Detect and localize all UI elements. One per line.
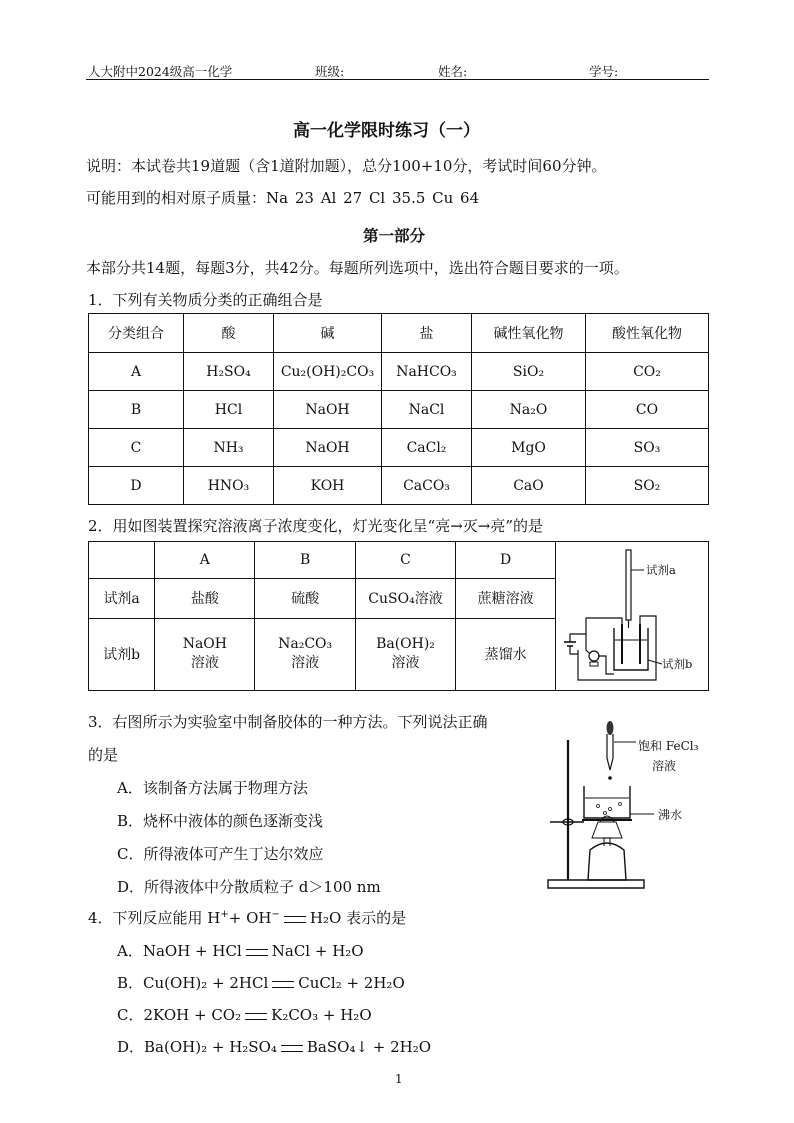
fecl3-label-line2: 溶液 bbox=[652, 759, 677, 773]
q1-table bbox=[88, 313, 709, 505]
q1-cell: CaO bbox=[472, 467, 586, 505]
q2-row-label: 试剂b bbox=[89, 618, 155, 691]
q4-stem: 4．下列反应能用 H++ OH− H₂O 表示的是 bbox=[88, 909, 407, 927]
q1-cell: HCl bbox=[184, 391, 274, 429]
q3-option-d[interactable]: D．所得液体中分散质粒子 d＞100 nm bbox=[117, 878, 381, 896]
q1-cell: H₂SO₄ bbox=[184, 353, 274, 391]
q2-table bbox=[88, 541, 709, 691]
q1-cell: SO₃ bbox=[586, 429, 709, 467]
q1-cell: B bbox=[89, 391, 184, 429]
dropper-icon bbox=[607, 734, 613, 770]
instructions: 说明：本试卷共19道题（含1道附加题），总分100+10分，考试时间60分钟。 bbox=[86, 157, 607, 175]
q1-cell: NaHCO₃ bbox=[382, 353, 472, 391]
conductivity-apparatus bbox=[556, 542, 708, 690]
q2-cell bbox=[255, 618, 355, 691]
q4-stem-pre: 4．下列反应能用 H bbox=[88, 909, 221, 927]
q2-option-header: D bbox=[456, 542, 556, 579]
q1-header-cell: 碱性氧化物 bbox=[472, 314, 586, 353]
q1-cell: C bbox=[89, 429, 184, 467]
q1-cell: D bbox=[89, 467, 184, 505]
q1-cell: SO₂ bbox=[586, 467, 709, 505]
q4-option-right: K₂CO₃ + H₂O bbox=[271, 1006, 372, 1024]
q1-header-cell: 盐 bbox=[382, 314, 472, 353]
q3-stem-line2: 的是 bbox=[88, 746, 119, 764]
q4-option-d[interactable] bbox=[117, 1036, 431, 1057]
q1-cell: CO₂ bbox=[586, 353, 709, 391]
q2-cell: 硫酸 bbox=[255, 579, 355, 618]
q4-option-left: Cu(OH)₂ + 2HCl bbox=[143, 974, 269, 992]
q1-cell: CaCl₂ bbox=[382, 429, 472, 467]
atomic-masses: 可能用到的相对原子质量：Na 23 Al 27 Cl 35.5 Cu 64 bbox=[86, 189, 480, 207]
q2-cell: CuSO₄溶液 bbox=[355, 579, 455, 618]
q2-cell-line: Ba(OH)₂ bbox=[376, 636, 435, 653]
q1-header-cell: 碱 bbox=[274, 314, 382, 353]
page-title: 高一化学限时练习（一） bbox=[293, 121, 480, 141]
alcohol-lamp-icon bbox=[588, 843, 626, 880]
q3-option-b[interactable]: B．烧杯中液体的颜色逐渐变浅 bbox=[117, 812, 324, 830]
header-number bbox=[589, 62, 676, 80]
name-label: 姓名: bbox=[438, 64, 468, 79]
q2-figure-cell bbox=[556, 542, 709, 691]
number-label: 学号: bbox=[589, 64, 619, 79]
bulb-icon bbox=[589, 651, 599, 661]
header-rule bbox=[86, 79, 709, 80]
q3-option-c[interactable]: C．所得液体可产生丁达尔效应 bbox=[117, 845, 324, 863]
q4-option-letter: B． bbox=[117, 974, 144, 992]
q1-cell: SiO₂ bbox=[472, 353, 586, 391]
class-label: 班级: bbox=[315, 64, 345, 79]
section-title: 第一部分 bbox=[363, 226, 426, 245]
boiling-water-label: 沸水 bbox=[658, 808, 683, 822]
colloid-apparatus bbox=[540, 714, 720, 892]
q2-option-header: B bbox=[255, 542, 355, 579]
page-number: 1 bbox=[395, 1072, 403, 1086]
q1-cell: Cu₂(OH)₂CO₃ bbox=[274, 353, 382, 391]
header-school: 人大附中2024级高一化学 bbox=[88, 64, 233, 79]
q3-stem-line1: 3．右图所示为实验室中制备胶体的一种方法。下列说法正确 bbox=[88, 713, 488, 731]
q1-cell: Na₂O bbox=[472, 391, 586, 429]
q1-cell: NaCl bbox=[382, 391, 472, 429]
q1-cell: NaOH bbox=[274, 429, 382, 467]
q2-cell-line: 溶液 bbox=[190, 655, 219, 672]
fecl3-label-line1: 饱和 FeCl₃ bbox=[638, 739, 699, 753]
q4-option-right: BaSO₄↓ + 2H₂O bbox=[306, 1038, 432, 1056]
q1-cell: KOH bbox=[274, 467, 382, 505]
q2-row-label: 试剂a bbox=[89, 579, 155, 618]
q1-stem: 1．下列有关物质分类的正确组合是 bbox=[88, 291, 323, 309]
q1-cell: CO bbox=[586, 391, 709, 429]
q1-header-cell: 酸性氧化物 bbox=[586, 314, 709, 353]
q1-cell: A bbox=[89, 353, 184, 391]
q1-cell: NH₃ bbox=[184, 429, 274, 467]
q4-option-left: NaOH + HCl bbox=[142, 942, 242, 960]
q4-option-c[interactable] bbox=[117, 1004, 372, 1025]
q1-header-cell: 酸 bbox=[184, 314, 274, 353]
reagent-b-figure-label: 试剂b bbox=[662, 657, 693, 671]
q2-cell-line: 蒸馏水 bbox=[484, 647, 527, 664]
dropper-bulb-icon bbox=[607, 721, 614, 735]
q1-cell: NaOH bbox=[274, 391, 382, 429]
q2-cell-line: NaOH bbox=[182, 636, 227, 653]
q2-cell: 盐酸 bbox=[155, 579, 255, 618]
q4-option-right: NaCl + H₂O bbox=[271, 942, 364, 960]
q1-cell: CaCO₃ bbox=[382, 467, 472, 505]
q1-cell: MgO bbox=[472, 429, 586, 467]
q3-option-a[interactable]: A．该制备方法属于物理方法 bbox=[117, 779, 308, 797]
q2-cell bbox=[155, 618, 255, 691]
q4-option-letter: D． bbox=[117, 1038, 145, 1056]
q4-stem-post: H₂O 表示的是 bbox=[309, 909, 407, 927]
q2-stem: 2．用如图装置探究溶液离子浓度变化，灯光变化呈“亮→灭→亮”的是 bbox=[88, 517, 544, 535]
q4-option-letter: C． bbox=[117, 1006, 144, 1024]
header-name bbox=[438, 62, 562, 80]
q1-header-cell: 分类组合 bbox=[89, 314, 184, 353]
q4-option-right: CuCl₂ + 2H₂O bbox=[298, 974, 405, 992]
q2-corner-cell bbox=[89, 542, 155, 579]
q4-option-b[interactable] bbox=[117, 972, 405, 993]
q2-cell-line: 溶液 bbox=[391, 655, 420, 672]
q4-stem-mid: + OH bbox=[228, 909, 272, 927]
q2-cell bbox=[355, 618, 455, 691]
q2-cell: 蔗糖溶液 bbox=[456, 579, 556, 618]
equals-sign-icon bbox=[281, 1045, 303, 1052]
q4-option-letter: A． bbox=[117, 942, 143, 960]
equals-sign-icon bbox=[246, 949, 268, 956]
q2-cell bbox=[456, 618, 556, 691]
q4-option-left: 2KOH + CO₂ bbox=[143, 1006, 242, 1024]
equals-sign-icon bbox=[272, 981, 294, 988]
beaker-icon bbox=[614, 628, 648, 670]
section-desc: 本部分共14题，每题3分，共42分。每题所列选项中，选出符合题目要求的一项。 bbox=[86, 259, 629, 277]
q4-option-left: Ba(OH)₂ + H₂SO₄ bbox=[144, 1038, 277, 1056]
beaker-icon bbox=[584, 786, 630, 818]
q2-cell-line: Na₂CO₃ bbox=[278, 636, 333, 653]
q2-option-header: C bbox=[355, 542, 455, 579]
burette-icon bbox=[626, 550, 631, 620]
equals-sign-icon bbox=[245, 1013, 267, 1020]
reagent-a-figure-label: 试剂a bbox=[646, 563, 676, 577]
q2-option-header: A bbox=[155, 542, 255, 579]
stand-base-icon bbox=[548, 880, 644, 888]
q1-cell: HNO₃ bbox=[184, 467, 274, 505]
q4-option-a[interactable] bbox=[117, 940, 364, 961]
q2-cell-line: 溶液 bbox=[291, 655, 320, 672]
equals-sign-icon bbox=[284, 916, 306, 923]
header-class bbox=[315, 62, 406, 80]
